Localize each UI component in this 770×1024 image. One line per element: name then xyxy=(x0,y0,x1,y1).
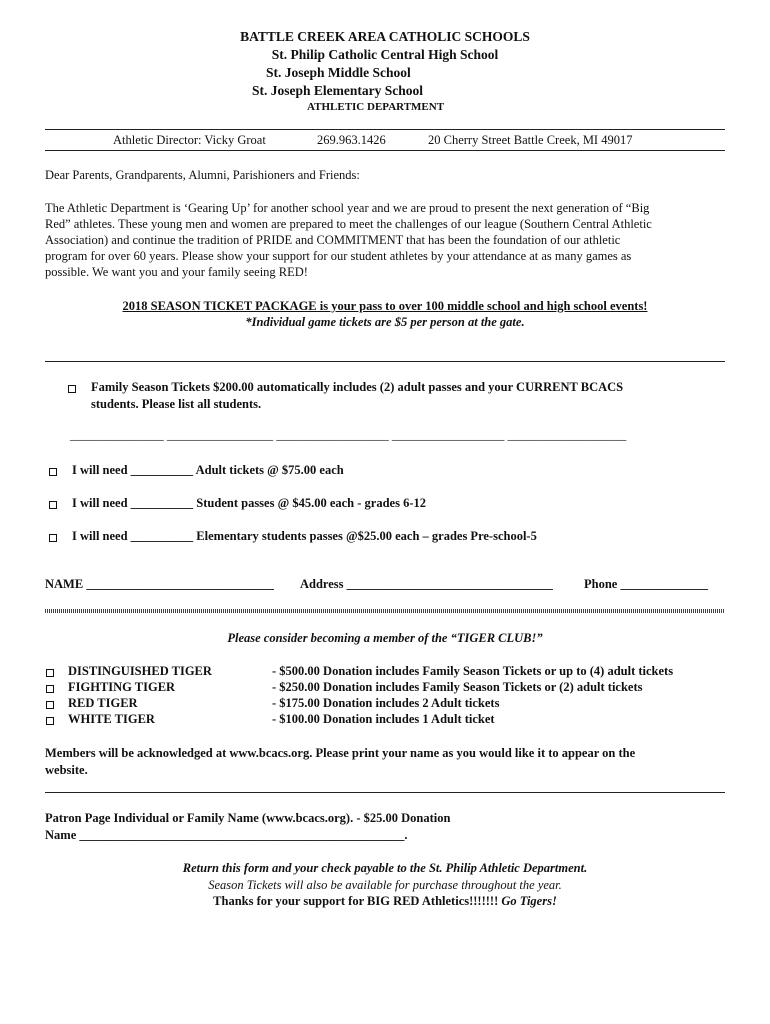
tiger-checkbox-distinguished[interactable] xyxy=(46,669,54,677)
student-pass-checkbox[interactable] xyxy=(49,501,57,509)
athletic-director: Athletic Director: Vicky Groat xyxy=(113,133,266,147)
season-note: Season Tickets will also be available for purchase throughout the year. xyxy=(208,878,562,892)
tiger-level-desc: - $250.00 Donation includes Family Season Tickets or (2) adult tickets xyxy=(272,680,643,694)
school-middle: St. Joseph Middle School xyxy=(266,65,411,80)
letter-line-5: possible. We want you and your family seeing RED! xyxy=(45,265,308,279)
section-separator xyxy=(45,361,725,362)
school-high: St. Philip Catholic Central High School xyxy=(271,47,499,62)
tiger-level-name: WHITE TIGER xyxy=(68,712,155,726)
org-name: BATTLE CREEK AREA CATHOLIC SCHOOLS xyxy=(240,29,530,44)
tiger-checkbox-red[interactable] xyxy=(46,701,54,709)
address-field[interactable]: Address _________________________________ xyxy=(300,577,553,591)
tiger-level-desc: - $175.00 Donation includes 2 Adult tickets xyxy=(272,696,500,710)
tiger-checkbox-white[interactable] xyxy=(46,717,54,725)
tiger-level-desc: - $100.00 Donation includes 1 Adult ticket xyxy=(272,712,495,726)
adult-ticket-line: I will need __________ Adult tickets @ $75.00 each xyxy=(72,463,344,477)
members-line-1: Members will be acknowledged at www.bcacs.org. Please print your name as you would like it to appear on the xyxy=(45,746,636,760)
student-pass-line: I will need __________ Student passes @ $45.00 each - grades 6-12 xyxy=(72,496,426,510)
patron-line: Patron Page Individual or Family Name (www.bcacs.org). - $25.00 Donation xyxy=(45,811,451,825)
thanks-text: Thanks for your support for BIG RED Athletics!!!!!!! xyxy=(213,894,502,908)
tiger-checkbox-fighting[interactable] xyxy=(46,685,54,693)
letter-line-1: The Athletic Department is ‘Gearing Up’ for another school year and we are proud to present the next generation of “Big xyxy=(45,201,650,215)
student-name-blanks[interactable]: _______________ _________________ __________________ __________________ ___________________ xyxy=(70,428,627,442)
return-instructions: Return this form and your check payable to the St. Philip Athletic Department. xyxy=(182,861,588,875)
family-checkbox[interactable] xyxy=(68,385,76,393)
department-name: ATHLETIC DEPARTMENT xyxy=(307,101,445,113)
patron-name-field[interactable]: Name ____________________________________________________. xyxy=(45,828,408,842)
contact-address: 20 Cherry Street Battle Creek, MI 49017 xyxy=(428,133,633,147)
letter-line-2: Red” athletes. These young men and women are prepared to meet the challenges of our league (Southern Central Athletic xyxy=(45,217,652,231)
elementary-pass-checkbox[interactable] xyxy=(49,534,57,542)
dotted-separator xyxy=(45,609,725,613)
school-elementary: St. Joseph Elementary School xyxy=(252,83,424,98)
letter-line-4: program for over 60 years. Please show your support for our student athletes by your attendance at as many games as xyxy=(45,249,632,263)
salutation: Dear Parents, Grandparents, Alumni, Parishioners and Friends: xyxy=(45,168,360,182)
tiger-level-name: DISTINGUISHED TIGER xyxy=(68,664,212,678)
phone-field[interactable]: Phone ______________ xyxy=(584,577,708,591)
letter-line-3: Association) and continue the tradition of PRIDE and COMMITMENT that has been the foundation of our athletic xyxy=(45,233,621,247)
members-line-2: website. xyxy=(45,763,88,777)
tiger-club-heading: Please consider becoming a member of the “TIGER CLUB!” xyxy=(227,631,543,645)
tiger-level-name: RED TIGER xyxy=(68,696,138,710)
header-rule-bottom xyxy=(45,150,725,151)
package-headline: 2018 SEASON TICKET PACKAGE is your pass to over 100 middle school and high school events! xyxy=(122,299,648,313)
contact-phone: 269.963.1426 xyxy=(317,133,386,147)
tiger-level-desc: - $500.00 Donation includes Family Season Tickets or up to (4) adult tickets xyxy=(272,664,674,678)
package-subline: *Individual game tickets are $5 per person at the gate. xyxy=(245,315,525,329)
header-rule-top xyxy=(45,129,725,130)
tiger-level-name: FIGHTING TIGER xyxy=(68,680,176,694)
family-line-2: students. Please list all students. xyxy=(91,397,262,411)
website-name-line[interactable] xyxy=(45,792,725,793)
name-field[interactable]: NAME ______________________________ xyxy=(45,577,274,591)
family-line-1: Family Season Tickets $200.00 automatically includes (2) adult passes and your CURRENT BCACS xyxy=(91,380,624,394)
thanks-line xyxy=(0,894,770,909)
elementary-pass-line: I will need __________ Elementary students passes @$25.00 each – grades Pre-school-5 xyxy=(72,529,537,543)
adult-ticket-checkbox[interactable] xyxy=(49,468,57,476)
go-tigers: Go Tigers! xyxy=(501,894,557,908)
